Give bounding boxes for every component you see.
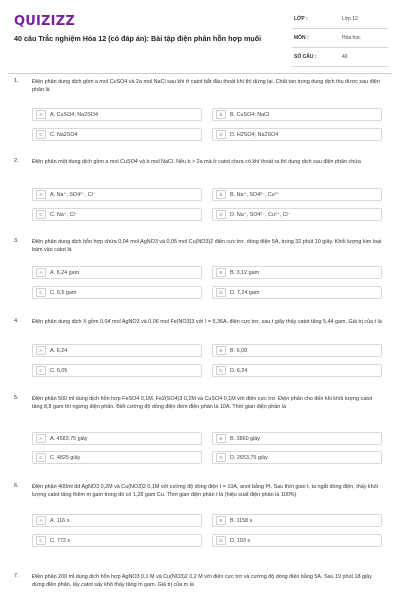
option-text: B. Na⁺, SO4²⁻, Cu²⁺ xyxy=(230,191,280,198)
option-letter: A xyxy=(36,434,46,443)
option-letter: C xyxy=(36,366,46,375)
question-number: 2. xyxy=(14,158,19,164)
option-letter: C xyxy=(36,536,46,545)
option-c[interactable] xyxy=(32,534,202,547)
question-number: 7. xyxy=(14,573,19,579)
option-letter: B xyxy=(216,346,226,355)
option-letter: A xyxy=(36,190,46,199)
option-text: B. CuSO4; NaCl xyxy=(230,111,270,118)
option-d[interactable] xyxy=(212,208,382,221)
option-b[interactable] xyxy=(212,266,382,279)
option-a[interactable] xyxy=(32,266,202,279)
option-text: C. Na⁺, Cl⁻ xyxy=(50,211,78,218)
option-letter: B xyxy=(216,190,226,199)
option-b[interactable] xyxy=(212,344,382,357)
option-letter: B xyxy=(216,434,226,443)
option-letter: C xyxy=(36,453,46,462)
option-text: D. 7,24 gam xyxy=(230,289,260,296)
option-text: A. Na⁺, SO4²⁻, Cl⁻ xyxy=(50,191,96,198)
option-letter: C xyxy=(36,288,46,297)
question-text: Điện phân 200 ml dung dịch hỗn hợp AgNO3 0,1 M và Cu(NO3)2 0,2 M với điện cực trơ và cường độ dòng điện bằng 5A. Sau 19 phút 18 giây dừng điện phân, lấy catot sấy khô thấy tăng m gam. Giá trị của m là xyxy=(32,574,372,588)
question-number: 3. xyxy=(14,238,19,244)
question-text: Điện phân dung dịch X gồm 0,04 mol AgNO3 và 0,06 mol Fe(NO3)3 với I = 5,36A, điện cực trơ, sau t giây thấy catot tăng 5,44 gam. Giá trị của t là xyxy=(32,319,382,325)
option-letter: A xyxy=(36,268,46,277)
option-letter: D xyxy=(216,210,226,219)
question-number: 5. xyxy=(14,395,19,401)
option-letter: D xyxy=(216,130,226,139)
option-letter: D xyxy=(216,366,226,375)
option-d[interactable] xyxy=(212,534,382,547)
option-text: D. 193 s xyxy=(230,537,251,544)
meta-value: Lớp 12 xyxy=(342,16,358,22)
option-letter: B xyxy=(216,268,226,277)
question-text: Điện phân 400ml dd AgNO3 0,2M và Cu(NO3)2 0,1M với cường độ dòng điện I = 10A, anot bằng Pt. Sau thời gian t, ta ngắt dòng điện, thấy khối lượng catot tăng thêm m gam trong đó có 1,28 gam Cu. Thời gian điện phân t là (hiệu suất điện phân là 100%) xyxy=(32,484,378,498)
meta-table xyxy=(292,10,388,67)
option-b[interactable] xyxy=(212,188,382,201)
option-text: C. 772 s xyxy=(50,537,71,544)
option-text: D. Na⁺, SO4²⁻, Cu²⁺, Cl⁻ xyxy=(230,211,291,218)
meta-row-count xyxy=(292,48,388,67)
question-text: Điện phân dung dịch hỗn hợp chứa 0,04 mol AgNO3 và 0,05 mol Cu(NO3)2 điện cực trơ, dòng điện 5A, trong 32 phút 10 giây. Khối lượng kim loại bám vào catot là xyxy=(32,239,382,253)
option-letter: C xyxy=(36,130,46,139)
option-d[interactable] xyxy=(212,286,382,299)
option-text: A. 4583,75 giây xyxy=(50,435,88,442)
option-c[interactable] xyxy=(32,286,202,299)
option-d[interactable] xyxy=(212,364,382,377)
option-c[interactable] xyxy=(32,451,202,464)
option-d[interactable] xyxy=(212,451,382,464)
option-a[interactable] xyxy=(32,188,202,201)
option-text: B. 1158 s xyxy=(230,517,253,524)
meta-label: SỐ CÂU : xyxy=(294,54,317,60)
option-c[interactable] xyxy=(32,128,202,141)
option-b[interactable] xyxy=(212,108,382,121)
header-divider xyxy=(8,73,392,74)
option-text: C. 4825 giây xyxy=(50,454,81,461)
meta-value: 40 xyxy=(342,54,348,60)
option-letter: B xyxy=(216,516,226,525)
option-text: B. 3,12 gam xyxy=(230,269,260,276)
option-letter: A xyxy=(36,110,46,119)
option-a[interactable] xyxy=(32,432,202,445)
option-letter: D xyxy=(216,536,226,545)
option-d[interactable] xyxy=(212,128,382,141)
option-text: C. 6,05 xyxy=(50,367,68,374)
option-text: B. 6,08 xyxy=(230,347,248,354)
option-text: C. 6,5 gam xyxy=(50,289,77,296)
option-text: D. H2SO4; Na2SO4 xyxy=(230,131,279,138)
document-header xyxy=(0,0,400,72)
option-letter: A xyxy=(36,516,46,525)
option-a[interactable] xyxy=(32,108,202,121)
option-letter: B xyxy=(216,110,226,119)
option-text: A. 6,24 gam xyxy=(50,269,80,276)
meta-value: Hóa học xyxy=(342,35,361,41)
option-b[interactable] xyxy=(212,514,382,527)
option-text: D. 6,24 xyxy=(230,367,248,374)
option-letter: D xyxy=(216,288,226,297)
option-text: A. 116 s xyxy=(50,517,70,524)
option-c[interactable] xyxy=(32,364,202,377)
option-b[interactable] xyxy=(212,432,382,445)
meta-label: MÔN : xyxy=(294,35,309,41)
question-number: 4. xyxy=(14,318,19,324)
question-number: 1. xyxy=(14,78,19,84)
option-text: B. 3860 giây xyxy=(230,435,260,442)
option-text: D. 2653,75 giây xyxy=(230,454,268,461)
meta-label: LỚP : xyxy=(294,16,308,22)
option-letter: C xyxy=(36,210,46,219)
option-text: A. 6,24 xyxy=(50,347,68,354)
option-text: C. Na2SO4 xyxy=(50,131,78,138)
question-text: Điện phân 500 ml dung dịch hỗn hợp FeSO4 0,1M, Fe2(SO4)3 0,2M và CuSO4 0,1M với điện cực trơ. Điện phân cho đến khi khối lượng catot tăng 8,8 gam thì ngừng điện phân. Biết cường độ dòng điện đem điện phân là 10A. Thời gian điện phân là xyxy=(32,396,373,410)
meta-row-subject xyxy=(292,29,388,48)
option-text: A. CuSO4; Na2SO4 xyxy=(50,111,98,118)
meta-row-grade xyxy=(292,10,388,29)
option-letter: A xyxy=(36,346,46,355)
option-a[interactable] xyxy=(32,344,202,357)
option-letter: D xyxy=(216,453,226,462)
question-text: Điện phân dung dịch gồm a mol CuSO4 và 2a mol NaCl sau khi ở catot bắt đầu thoát khí thì dừng lại. Chất tan trong dung dịch thu được sau điện phân là xyxy=(32,79,380,93)
question-number: 6. xyxy=(14,483,19,489)
quizizz-logo: QUIZIZZ xyxy=(14,14,75,29)
option-c[interactable] xyxy=(32,208,202,221)
option-a[interactable] xyxy=(32,514,202,527)
question-text: Điện phân một dung dịch gồm a mol CuSO4 và b mol NaCl. Nếu b > 2a mà ở catot chưa có khí thoát ra thì dung dịch sau điện phân chứa xyxy=(32,159,361,165)
page-title: 40 câu Trắc nghiệm Hóa 12 (có đáp án): Bài tập điện phân hỗn hợp muối xyxy=(14,34,262,43)
